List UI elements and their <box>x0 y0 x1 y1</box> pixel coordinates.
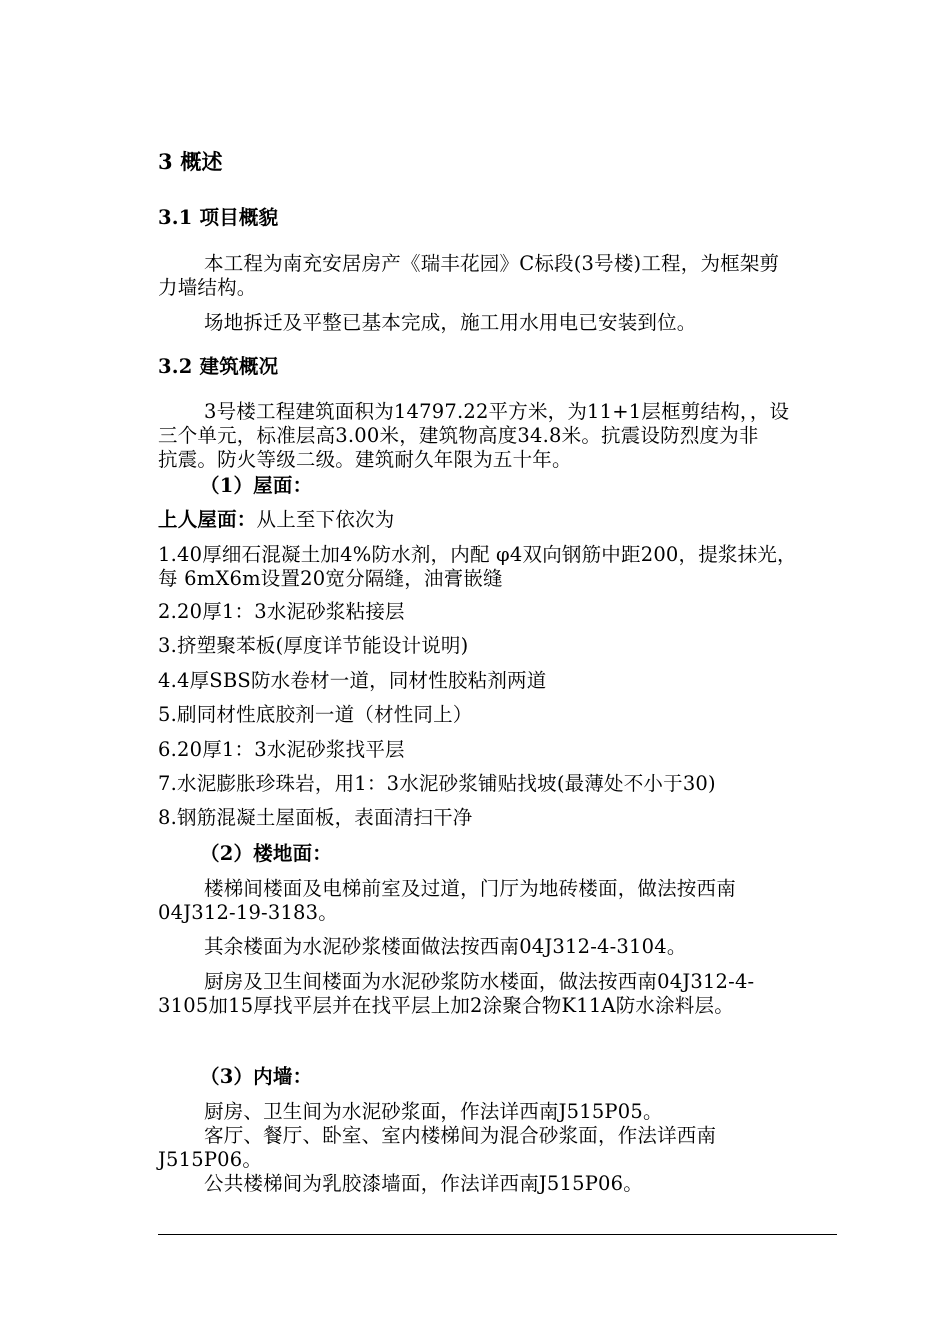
paragraph-line: 厨房、卫生间为水泥砂浆面，作法详西南J515P05。 <box>204 1100 663 1123</box>
paragraph-line: 本工程为南充安居房产《瑞丰花园》C标段(3号楼)工程，为框架剪 <box>204 252 780 275</box>
paragraph-line: 厨房及卫生间楼面为水泥砂浆防水楼面，做法按西南04J312-4- <box>204 970 755 993</box>
paragraph-line: 场地拆迁及平整已基本完成，施工用水用电已安装到位。 <box>204 311 697 334</box>
roof-list-item-1: 1.40厚细石混凝土加4%防水剂，内配 φ4双向钢筋中距200，提浆抹光， <box>158 543 797 566</box>
section-heading: 3 概述 <box>158 149 223 174</box>
paragraph-line: 力墙结构。 <box>158 276 257 299</box>
roof-list-item-6: 6.20厚1：3水泥砂浆找平层 <box>158 738 405 761</box>
roof-subhead-label: 上人屋面： <box>158 508 257 531</box>
roof-list-item-3: 3.挤塑聚苯板(厚度详节能设计说明) <box>158 634 469 657</box>
roof-list-item-4: 4.4厚SBS防水卷材一道，同材性胶粘剂两道 <box>158 669 547 692</box>
paragraph-line: 楼梯间楼面及电梯前室及过道，门厅为地砖楼面，做法按西南 <box>204 877 736 900</box>
roof-list-item-8: 8.钢筋混凝土屋面板，表面清扫干净 <box>158 806 473 829</box>
subsection-heading-building-overview: 3.2 建筑概况 <box>158 355 279 378</box>
roof-subhead <box>158 508 394 532</box>
roof-list-item-7: 7.水泥膨胀珍珠岩，用1：3水泥砂浆铺贴找坡(最薄处不小于30) <box>158 772 716 795</box>
roof-list-item-1-cont: 每 6mX6m设置20宽分隔缝，油膏嵌缝 <box>158 567 503 590</box>
floor-heading: （2）楼地面： <box>200 842 332 865</box>
roof-list-item-5: 5.刷同材性底胶剂一道（材性同上） <box>158 703 473 726</box>
roof-list-item-2: 2.20厚1：3水泥砂浆粘接层 <box>158 600 405 623</box>
paragraph-line: 其余楼面为水泥砂浆楼面做法按西南04J312-4-3104。 <box>204 935 687 958</box>
subsection-heading-project-overview: 3.1 项目概貌 <box>158 206 279 229</box>
paragraph-line: 抗震。防火等级二级。建筑耐久年限为五十年。 <box>158 448 572 471</box>
paragraph-line: 三个单元，标准层高3.00米，建筑物高度34.8米。抗震设防烈度为非 <box>158 424 759 447</box>
paragraph-line: 公共楼梯间为乳胶漆墙面，作法详西南J515P06。 <box>204 1172 643 1195</box>
paragraph-line: 04J312-19-3183。 <box>158 901 338 924</box>
paragraph-line: J515P06。 <box>158 1148 263 1171</box>
footer-divider <box>158 1234 837 1235</box>
roof-subhead-text: 从上至下依次为 <box>256 508 395 531</box>
roof-heading: （1）屋面： <box>200 474 313 497</box>
paragraph-line: 3号楼工程建筑面积为14797.22平方米，为11+1层框剪结构，，设 <box>204 400 790 423</box>
paragraph-line: 客厅、餐厅、卧室、室内楼梯间为混合砂浆面，作法详西南 <box>204 1124 717 1147</box>
paragraph-line: 3105加15厚找平层并在找平层上加2涂聚合物K11A防水涂料层。 <box>158 994 734 1017</box>
wall-heading: （3）内墙： <box>200 1065 313 1088</box>
